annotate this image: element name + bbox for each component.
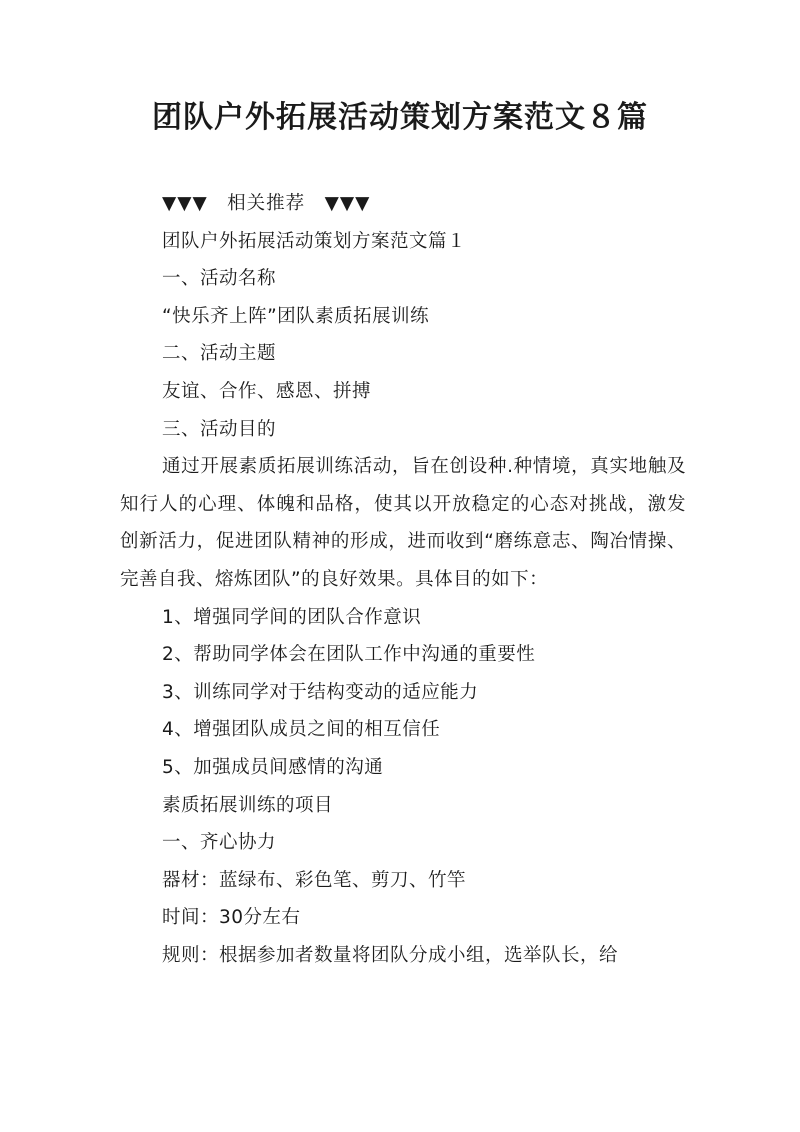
project-equipment: 器材：蓝绿布、彩色笔、剪刀、竹竿 <box>162 869 467 891</box>
heading-activity-purpose: 三、活动目的 <box>162 418 277 440</box>
project-time: 时间：30分左右 <box>162 907 301 929</box>
heading-activity-theme: 二、活动主题 <box>162 343 277 365</box>
related-recommend-banner[interactable]: ▼▼▼ 相关推荐 ▼▼▼ <box>162 193 371 214</box>
section-heading: 团队户外拓展活动策划方案范文篇１ <box>162 230 467 252</box>
project-heading-1: 一、齐心协力 <box>162 832 277 854</box>
purpose-item-1: 1、增强同学间的团队合作意识 <box>162 606 422 628</box>
purpose-item-3: 3、训练同学对于结构变动的适应能力 <box>162 681 479 703</box>
purpose-item-5: 5、加强成员间感情的沟通 <box>162 756 384 778</box>
heading-training-projects: 素质拓展训练的项目 <box>162 794 334 816</box>
document-body <box>120 185 688 974</box>
document-title: 团队户外拓展活动策划方案范文８篇 <box>152 100 648 135</box>
purpose-item-2: 2、帮助同学体会在团队工作中沟通的重要性 <box>162 644 536 666</box>
purpose-paragraph: 通过开展素质拓展训练活动，旨在创设种.种情境，真实地触及知行人的心理、体魄和品格，使其以开放稳定的心态对挑战，激发创新活力，促进团队精神的形成，进而收到“磨练意志、陶冶情操、完善自我、熔炼团队”的良好效果。具体目的如下： <box>120 456 686 590</box>
heading-activity-name: 一、活动名称 <box>162 268 277 290</box>
activity-theme-text: 友谊、合作、感恩、拼搏 <box>162 380 372 402</box>
purpose-item-4: 4、增强团队成员之间的相互信任 <box>162 719 441 741</box>
project-rules: 规则：根据参加者数量将团队分成小组，选举队长，给 <box>162 944 619 966</box>
activity-name-text: “快乐齐上阵”团队素质拓展训练 <box>162 305 430 327</box>
